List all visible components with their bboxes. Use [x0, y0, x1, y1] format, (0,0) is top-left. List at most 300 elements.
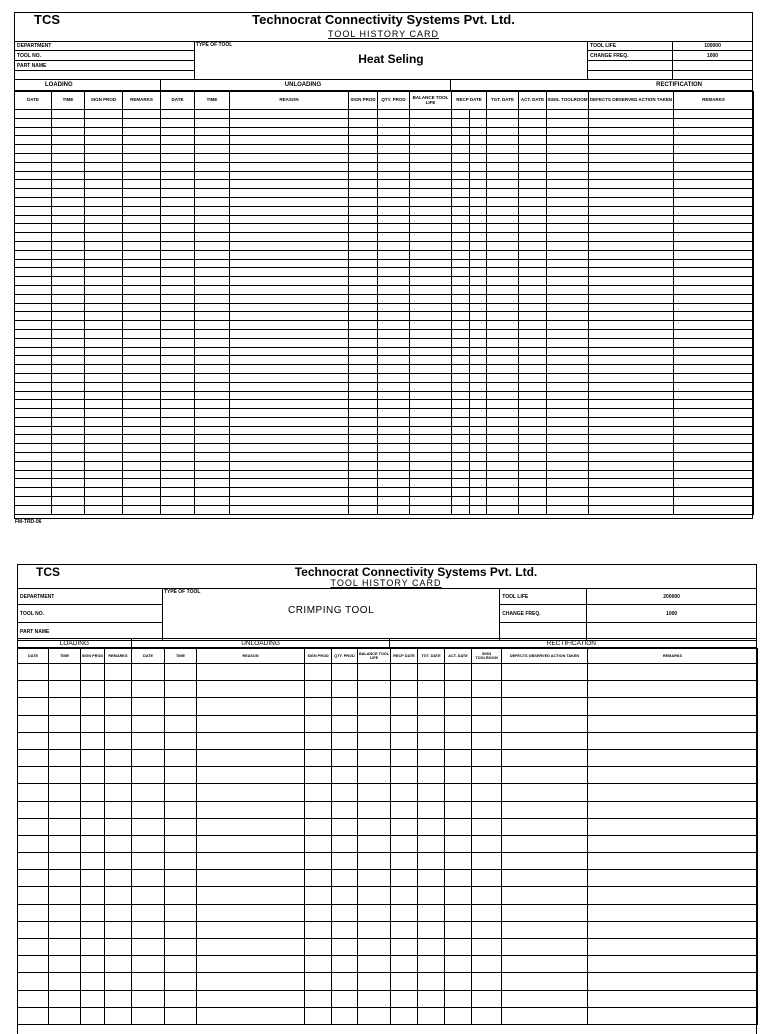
table-cell[interactable] [378, 497, 410, 506]
table-cell[interactable] [410, 321, 452, 330]
table-cell[interactable] [18, 904, 49, 921]
table-cell[interactable] [195, 136, 230, 145]
table-cell[interactable] [165, 921, 197, 938]
table-cell[interactable] [391, 715, 418, 732]
table-cell[interactable] [589, 382, 674, 391]
table-cell[interactable] [349, 110, 378, 119]
table-cell[interactable] [49, 784, 81, 801]
table-cell[interactable] [502, 818, 588, 835]
table-cell[interactable] [81, 939, 105, 956]
table-cell[interactable] [452, 189, 470, 198]
table-cell[interactable] [674, 241, 754, 250]
table-cell[interactable] [588, 939, 758, 956]
table-cell[interactable] [470, 391, 487, 400]
table-cell[interactable] [85, 312, 123, 321]
table-cell[interactable] [674, 444, 754, 453]
table-cell[interactable] [589, 479, 674, 488]
table-cell[interactable] [588, 853, 758, 870]
table-cell[interactable] [85, 505, 123, 514]
table-cell[interactable] [18, 664, 49, 681]
table-cell[interactable] [674, 162, 754, 171]
table-cell[interactable] [52, 461, 85, 470]
table-cell[interactable] [85, 268, 123, 277]
table-cell[interactable] [230, 206, 349, 215]
table-cell[interactable] [49, 681, 81, 698]
table-cell[interactable] [487, 233, 519, 242]
table-cell[interactable] [15, 294, 52, 303]
table-cell[interactable] [197, 681, 305, 698]
table-cell[interactable] [410, 250, 452, 259]
table-cell[interactable] [589, 453, 674, 462]
table-cell[interactable] [378, 233, 410, 242]
table-cell[interactable] [358, 715, 391, 732]
table-cell[interactable] [81, 921, 105, 938]
table-cell[interactable] [519, 382, 547, 391]
table-cell[interactable] [502, 921, 588, 938]
table-cell[interactable] [132, 973, 165, 990]
table-cell[interactable] [519, 180, 547, 189]
table-cell[interactable] [349, 233, 378, 242]
table-cell[interactable] [52, 373, 85, 382]
table-cell[interactable] [378, 329, 410, 338]
table-cell[interactable] [123, 110, 161, 119]
table-cell[interactable] [418, 887, 445, 904]
table-cell[interactable] [472, 939, 502, 956]
table-cell[interactable] [588, 801, 758, 818]
table-cell[interactable] [349, 461, 378, 470]
table-cell[interactable] [378, 409, 410, 418]
table-cell[interactable] [418, 664, 445, 681]
table-cell[interactable] [349, 127, 378, 136]
table-cell[interactable] [470, 329, 487, 338]
table-cell[interactable] [588, 767, 758, 784]
table-cell[interactable] [358, 698, 391, 715]
table-cell[interactable] [391, 990, 418, 1007]
table-cell[interactable] [105, 818, 132, 835]
table-cell[interactable] [85, 347, 123, 356]
table-cell[interactable] [410, 365, 452, 374]
table-cell[interactable] [349, 488, 378, 497]
table-cell[interactable] [502, 801, 588, 818]
table-cell[interactable] [410, 488, 452, 497]
table-cell[interactable] [52, 347, 85, 356]
table-cell[interactable] [105, 921, 132, 938]
table-cell[interactable] [161, 497, 195, 506]
table-cell[interactable] [472, 664, 502, 681]
table-cell[interactable] [470, 118, 487, 127]
table-cell[interactable] [305, 1007, 332, 1024]
table-cell[interactable] [674, 303, 754, 312]
table-cell[interactable] [195, 497, 230, 506]
table-cell[interactable] [161, 505, 195, 514]
table-cell[interactable] [470, 259, 487, 268]
table-cell[interactable] [197, 956, 305, 973]
table-cell[interactable] [165, 956, 197, 973]
table-cell[interactable] [519, 338, 547, 347]
table-cell[interactable] [589, 391, 674, 400]
table-cell[interactable] [52, 233, 85, 242]
table-cell[interactable] [418, 1007, 445, 1024]
table-cell[interactable] [410, 409, 452, 418]
table-cell[interactable] [547, 250, 589, 259]
table-cell[interactable] [547, 488, 589, 497]
table-cell[interactable] [470, 435, 487, 444]
table-cell[interactable] [470, 224, 487, 233]
table-cell[interactable] [81, 784, 105, 801]
table-cell[interactable] [418, 921, 445, 938]
table-cell[interactable] [378, 197, 410, 206]
table-cell[interactable] [358, 664, 391, 681]
table-cell[interactable] [15, 118, 52, 127]
table-cell[interactable] [487, 189, 519, 198]
table-cell[interactable] [52, 206, 85, 215]
table-cell[interactable] [332, 973, 358, 990]
table-cell[interactable] [230, 259, 349, 268]
table-cell[interactable] [547, 365, 589, 374]
table-cell[interactable] [230, 171, 349, 180]
table-cell[interactable] [519, 444, 547, 453]
table-cell[interactable] [230, 127, 349, 136]
table-cell[interactable] [230, 435, 349, 444]
table-cell[interactable] [161, 347, 195, 356]
table-cell[interactable] [349, 189, 378, 198]
table-cell[interactable] [487, 391, 519, 400]
table-cell[interactable] [132, 784, 165, 801]
table-cell[interactable] [674, 285, 754, 294]
table-cell[interactable] [378, 110, 410, 119]
table-cell[interactable] [445, 664, 472, 681]
table-cell[interactable] [49, 767, 81, 784]
table-cell[interactable] [470, 189, 487, 198]
table-cell[interactable] [349, 409, 378, 418]
table-cell[interactable] [85, 329, 123, 338]
table-cell[interactable] [589, 153, 674, 162]
table-cell[interactable] [81, 1007, 105, 1024]
table-cell[interactable] [589, 444, 674, 453]
table-cell[interactable] [410, 162, 452, 171]
table-cell[interactable] [378, 285, 410, 294]
table-cell[interactable] [161, 426, 195, 435]
table-cell[interactable] [358, 681, 391, 698]
table-cell[interactable] [378, 479, 410, 488]
table-cell[interactable] [15, 435, 52, 444]
table-cell[interactable] [487, 488, 519, 497]
table-cell[interactable] [519, 312, 547, 321]
table-cell[interactable] [674, 250, 754, 259]
table-cell[interactable] [305, 835, 332, 852]
table-cell[interactable] [358, 801, 391, 818]
table-cell[interactable] [18, 732, 49, 749]
table-cell[interactable] [547, 497, 589, 506]
table-cell[interactable] [18, 956, 49, 973]
table-cell[interactable] [15, 277, 52, 286]
table-cell[interactable] [81, 818, 105, 835]
table-cell[interactable] [197, 664, 305, 681]
table-cell[interactable] [305, 749, 332, 766]
table-cell[interactable] [165, 767, 197, 784]
table-cell[interactable] [18, 784, 49, 801]
table-cell[interactable] [132, 887, 165, 904]
table-cell[interactable] [674, 505, 754, 514]
table-cell[interactable] [674, 373, 754, 382]
table-cell[interactable] [15, 461, 52, 470]
table-cell[interactable] [123, 321, 161, 330]
table-cell[interactable] [547, 110, 589, 119]
table-cell[interactable] [547, 215, 589, 224]
table-cell[interactable] [519, 268, 547, 277]
table-cell[interactable] [410, 145, 452, 154]
table-cell[interactable] [547, 206, 589, 215]
table-cell[interactable] [519, 197, 547, 206]
table-cell[interactable] [85, 444, 123, 453]
table-cell[interactable] [85, 417, 123, 426]
table-cell[interactable] [230, 197, 349, 206]
table-cell[interactable] [519, 171, 547, 180]
table-cell[interactable] [589, 215, 674, 224]
table-cell[interactable] [410, 294, 452, 303]
table-cell[interactable] [52, 145, 85, 154]
table-cell[interactable] [519, 162, 547, 171]
table-cell[interactable] [358, 767, 391, 784]
table-cell[interactable] [410, 505, 452, 514]
table-cell[interactable] [195, 303, 230, 312]
table-cell[interactable] [165, 664, 197, 681]
table-cell[interactable] [589, 312, 674, 321]
table-cell[interactable] [81, 990, 105, 1007]
table-cell[interactable] [165, 749, 197, 766]
table-cell[interactable] [230, 373, 349, 382]
table-cell[interactable] [123, 250, 161, 259]
table-cell[interactable] [132, 664, 165, 681]
table-cell[interactable] [195, 400, 230, 409]
table-cell[interactable] [452, 303, 470, 312]
table-cell[interactable] [519, 118, 547, 127]
table-cell[interactable] [230, 294, 349, 303]
table-cell[interactable] [487, 206, 519, 215]
table-cell[interactable] [85, 409, 123, 418]
table-cell[interactable] [487, 241, 519, 250]
table-cell[interactable] [378, 391, 410, 400]
table-cell[interactable] [123, 241, 161, 250]
table-cell[interactable] [195, 382, 230, 391]
table-cell[interactable] [519, 153, 547, 162]
table-cell[interactable] [161, 268, 195, 277]
table-cell[interactable] [230, 470, 349, 479]
table-cell[interactable] [81, 904, 105, 921]
table-cell[interactable] [105, 904, 132, 921]
table-cell[interactable] [472, 801, 502, 818]
table-cell[interactable] [15, 215, 52, 224]
table-cell[interactable] [487, 444, 519, 453]
table-cell[interactable] [487, 426, 519, 435]
table-cell[interactable] [410, 312, 452, 321]
table-cell[interactable] [15, 338, 52, 347]
table-cell[interactable] [132, 853, 165, 870]
table-cell[interactable] [85, 285, 123, 294]
table-cell[interactable] [195, 277, 230, 286]
table-cell[interactable] [472, 715, 502, 732]
table-cell[interactable] [195, 294, 230, 303]
table-cell[interactable] [378, 127, 410, 136]
table-cell[interactable] [547, 224, 589, 233]
table-cell[interactable] [197, 973, 305, 990]
table-cell[interactable] [165, 818, 197, 835]
table-cell[interactable] [52, 329, 85, 338]
table-cell[interactable] [195, 426, 230, 435]
table-cell[interactable] [305, 939, 332, 956]
table-cell[interactable] [332, 990, 358, 1007]
table-cell[interactable] [161, 206, 195, 215]
table-cell[interactable] [589, 233, 674, 242]
table-cell[interactable] [230, 338, 349, 347]
table-cell[interactable] [358, 887, 391, 904]
table-cell[interactable] [161, 285, 195, 294]
table-cell[interactable] [305, 784, 332, 801]
table-cell[interactable] [230, 110, 349, 119]
table-cell[interactable] [85, 391, 123, 400]
table-cell[interactable] [230, 400, 349, 409]
table-cell[interactable] [674, 268, 754, 277]
table-cell[interactable] [81, 887, 105, 904]
table-cell[interactable] [418, 732, 445, 749]
table-cell[interactable] [85, 365, 123, 374]
table-cell[interactable] [18, 870, 49, 887]
table-cell[interactable] [589, 461, 674, 470]
table-cell[interactable] [410, 110, 452, 119]
table-cell[interactable] [123, 329, 161, 338]
table-cell[interactable] [452, 470, 470, 479]
table-cell[interactable] [85, 153, 123, 162]
table-cell[interactable] [349, 153, 378, 162]
table-cell[interactable] [123, 189, 161, 198]
table-cell[interactable] [132, 921, 165, 938]
table-cell[interactable] [123, 136, 161, 145]
table-cell[interactable] [85, 373, 123, 382]
table-cell[interactable] [349, 197, 378, 206]
table-cell[interactable] [418, 801, 445, 818]
table-cell[interactable] [588, 835, 758, 852]
table-cell[interactable] [305, 887, 332, 904]
table-cell[interactable] [358, 990, 391, 1007]
table-cell[interactable] [15, 444, 52, 453]
table-cell[interactable] [85, 171, 123, 180]
table-cell[interactable] [52, 312, 85, 321]
table-cell[interactable] [230, 409, 349, 418]
table-cell[interactable] [195, 197, 230, 206]
table-cell[interactable] [81, 956, 105, 973]
table-cell[interactable] [452, 180, 470, 189]
table-cell[interactable] [589, 110, 674, 119]
table-cell[interactable] [197, 1007, 305, 1024]
table-cell[interactable] [470, 373, 487, 382]
table-cell[interactable] [230, 145, 349, 154]
table-cell[interactable] [332, 767, 358, 784]
table-cell[interactable] [85, 110, 123, 119]
table-cell[interactable] [487, 382, 519, 391]
table-cell[interactable] [589, 118, 674, 127]
table-cell[interactable] [589, 417, 674, 426]
table-cell[interactable] [547, 400, 589, 409]
table-cell[interactable] [674, 488, 754, 497]
table-cell[interactable] [349, 118, 378, 127]
table-cell[interactable] [15, 110, 52, 119]
table-cell[interactable] [378, 136, 410, 145]
table-cell[interactable] [161, 488, 195, 497]
table-cell[interactable] [85, 145, 123, 154]
table-cell[interactable] [81, 715, 105, 732]
table-cell[interactable] [15, 224, 52, 233]
table-cell[interactable] [547, 268, 589, 277]
table-cell[interactable] [165, 801, 197, 818]
table-cell[interactable] [547, 233, 589, 242]
table-cell[interactable] [674, 435, 754, 444]
table-cell[interactable] [588, 904, 758, 921]
table-cell[interactable] [470, 294, 487, 303]
table-cell[interactable] [15, 136, 52, 145]
table-cell[interactable] [445, 835, 472, 852]
table-cell[interactable] [18, 939, 49, 956]
table-cell[interactable] [445, 956, 472, 973]
table-cell[interactable] [470, 180, 487, 189]
table-cell[interactable] [230, 417, 349, 426]
table-cell[interactable] [15, 365, 52, 374]
table-cell[interactable] [452, 338, 470, 347]
table-cell[interactable] [195, 189, 230, 198]
table-cell[interactable] [49, 835, 81, 852]
table-cell[interactable] [502, 956, 588, 973]
table-cell[interactable] [161, 224, 195, 233]
table-cell[interactable] [452, 241, 470, 250]
table-cell[interactable] [15, 382, 52, 391]
table-cell[interactable] [452, 277, 470, 286]
table-cell[interactable] [349, 453, 378, 462]
table-cell[interactable] [410, 197, 452, 206]
table-cell[interactable] [305, 956, 332, 973]
table-cell[interactable] [197, 990, 305, 1007]
table-cell[interactable] [52, 391, 85, 400]
table-cell[interactable] [547, 118, 589, 127]
table-cell[interactable] [230, 118, 349, 127]
table-cell[interactable] [589, 488, 674, 497]
table-cell[interactable] [105, 887, 132, 904]
table-cell[interactable] [15, 497, 52, 506]
table-cell[interactable] [161, 294, 195, 303]
table-cell[interactable] [589, 241, 674, 250]
table-cell[interactable] [52, 259, 85, 268]
table-cell[interactable] [410, 118, 452, 127]
table-cell[interactable] [470, 338, 487, 347]
table-cell[interactable] [378, 153, 410, 162]
table-cell[interactable] [230, 268, 349, 277]
table-cell[interactable] [332, 904, 358, 921]
table-cell[interactable] [674, 136, 754, 145]
table-cell[interactable] [445, 698, 472, 715]
table-cell[interactable] [452, 417, 470, 426]
table-cell[interactable] [52, 365, 85, 374]
table-cell[interactable] [519, 453, 547, 462]
table-cell[interactable] [452, 136, 470, 145]
table-cell[interactable] [547, 277, 589, 286]
table-cell[interactable] [410, 268, 452, 277]
table-cell[interactable] [358, 749, 391, 766]
table-cell[interactable] [519, 206, 547, 215]
table-cell[interactable] [410, 215, 452, 224]
table-cell[interactable] [49, 921, 81, 938]
table-cell[interactable] [487, 136, 519, 145]
table-cell[interactable] [502, 664, 588, 681]
table-cell[interactable] [349, 285, 378, 294]
table-cell[interactable] [161, 321, 195, 330]
